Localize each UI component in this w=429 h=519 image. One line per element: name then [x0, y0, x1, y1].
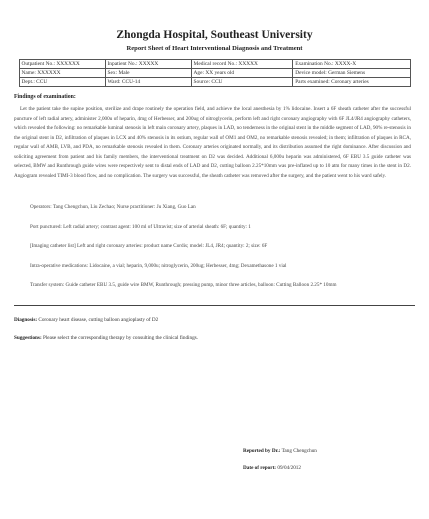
medical-record-no: Medical record No.: XXXXX [191, 60, 293, 69]
report-title: Report Sheet of Heart Interventional Diagnosis and Treatment [126, 45, 303, 52]
report-date-value: 09/04/2012 [277, 465, 301, 471]
ward: Ward: CCU-14 [105, 78, 191, 87]
transfer-system-line: Transfer system: Guide catheter EBU 3.5, guide wire BMW, Runthrough; pressing pump, minor three articles, balloon: Cutting Balloon 2.25* 10mm [30, 282, 337, 288]
section-divider [14, 305, 415, 306]
suggestions-row [14, 334, 415, 342]
puncture-line: Port punctured: Left radial artery; contrast agent: 100 ml of Ultravist; size of arterial sheath: 6F; quantity: 1 [30, 223, 251, 230]
reported-by-value: Tang Chengchun [281, 448, 317, 454]
suggestions-label: Suggestions: [14, 334, 42, 341]
diagnosis-label: Diagnosis: [14, 316, 38, 323]
patient-info-table [19, 59, 411, 87]
inpatient-no: Inpatient No.: XXXXX [105, 60, 191, 69]
operators-line: Operators: Tang Chengchun, Liu Zechao; Nurse practitioner: Ju Xiang, Guo Lan [30, 204, 196, 210]
reported-by-label: Reported by Dr.: [243, 448, 281, 454]
findings-narrative: Let the patient take the supine position, sterilize and drape routinely the operation field, and achieve the local anesthesia by 1% lidocaine. Insert a 6F sheath catheter after the successful puncture of left radial artery, administer 2,000u of heparin, 4mg of Herbesser, and 200ug of nitroglycerin, perform left and right coronary angiography with 6F JL4/JR4 angiography catheters, which revealed the following: no remarkable luminal stenosis in left main coronary artery, plaques in LAD, no tenderness in the original stent in the middle segment of LAD, 90% re-stenosis in the original stent in D2, infiltration of plaques in LCX and 40% stenosis in its ostium, regular wall of OM1 and OM2, no remarkable stenosis revealed; in them; infiltration of plaques in RCA, regular wall of AMB, LVB, and PDA, no remarkable stenosis revealed in them. Coronary arteries originated normally, and its distribution assumed the right dominance. After discussion and soliciting agreement from patient and his family members, the interventional treatment on D2 was decided. Additional 6,000u heparin was administered, 6F EBU 3.5 guide catheter was selected, BMW and Runthrough guide wires were respectively sent to distal ends of LAD and D2, cutting balloon 2.25*10mm was pre-inflated up to 10 atm for many times in the stent in D2. Angiogram revealed TIMI-3 blood flow, and no complication. The surgery was successful, the sheath catheter was removed after the surgery, and the patient went to his ward safely. [14, 106, 411, 179]
hospital-name: Zhongda Hospital, Southeast University [116, 29, 313, 41]
findings-heading: Findings of examination: [14, 94, 76, 100]
info-row [19, 78, 410, 87]
diagnosis-row [14, 316, 415, 324]
department: Dept.: CCU [19, 78, 105, 87]
patient-sex: Sex: Male [105, 69, 191, 78]
report-date-row [243, 464, 301, 472]
report-date-label: Date of report: [243, 465, 277, 471]
device-model: Device model: German Siemens [293, 69, 410, 78]
examination-no: Examination No.: XXXX-X [293, 60, 410, 69]
patient-name: Name: XXXXXX [19, 69, 105, 78]
diagnosis-text: Coronary heart disease, cutting balloon angioplasty of D2 [38, 316, 159, 323]
info-row [19, 60, 410, 69]
patient-age: Age: XX years old [191, 69, 293, 78]
reported-by-row [243, 447, 317, 455]
info-row [19, 69, 410, 78]
outpatient-no: Outpatient No.: XXXXXX [19, 60, 105, 69]
parts-examined: Parts examined: Coronary arteries [293, 78, 410, 87]
imaging-catheter-line: [Imaging catheter list] Left and right coronary arteries: product name Cordis; model: JL4, JR4; quantity: 2; size: 6F [30, 243, 268, 249]
suggestions-text: Please select the corresponding therapy by consulting the clinical findings. [42, 334, 198, 341]
medications-line: Intra-operative medications: Lidocaine, a vial; heparin, 9,000u; nitroglycerin, 200ug; Herbesser, 4mg; Dexamethasone 1 vial [30, 262, 287, 269]
source: Source: CCU [191, 78, 293, 87]
